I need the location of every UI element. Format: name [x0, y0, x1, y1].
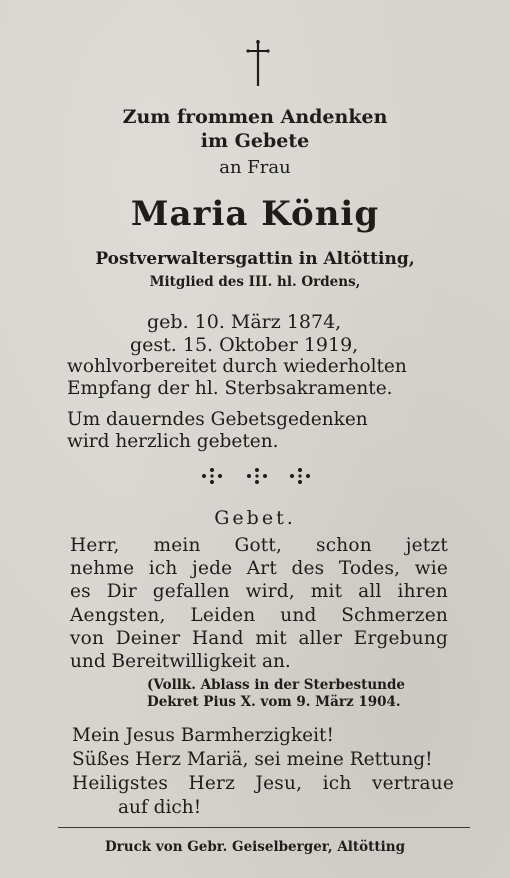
- sacraments-line-2: Empfang der hl. Sterbsakramente.: [67, 378, 393, 399]
- indulgence-line-1: (Vollk. Ablass in der Sterbestunde: [147, 677, 406, 693]
- latin-cross-icon: [238, 38, 278, 88]
- ornament-icon: [200, 467, 224, 485]
- dedication-line-2: im Gebete: [200, 130, 310, 152]
- prayer-title: Gebet.: [214, 507, 296, 529]
- deceased-membership: Mitglied des III. hl. Ordens,: [149, 274, 361, 290]
- invocation-line: auf dich!: [118, 797, 202, 818]
- invocation-line: Mein Jesus Barmherzigkeit!: [72, 725, 334, 746]
- prayer-line: und Bereitwilligkeit an.: [70, 651, 291, 672]
- invocation-line: Süßes Herz Mariä, sei meine Rettung!: [72, 749, 433, 770]
- invocation-line: Heiligstes Herz Jesu, ich vertraue: [72, 773, 454, 794]
- ornament-icon: [245, 467, 269, 485]
- printer-imprint: Druck von Gebr. Geiselberger, Altötting: [104, 839, 406, 855]
- prayer-line: Herr, mein Gott, schon jetzt: [70, 535, 448, 556]
- footer-divider: [58, 827, 470, 828]
- deceased-name: Maria König: [130, 194, 380, 234]
- birth-date: geb. 10. März 1874,: [147, 311, 342, 333]
- prayer-line: von Deiner Hand mit aller Ergebung: [70, 628, 448, 649]
- deceased-occupation: Postverwaltersgattin in Altötting,: [95, 249, 415, 269]
- prayer-line: nehme ich jede Art des Todes, wie: [70, 558, 448, 579]
- dedication-line-3: an Frau: [219, 157, 291, 178]
- dedication-line-1: Zum frommen Andenken: [122, 106, 388, 128]
- prayer-line: es Dir gefallen wird, mit all ihren: [70, 581, 448, 602]
- sacraments-line-1: wohlvorbereitet durch wiederholten: [67, 356, 407, 377]
- indulgence-line-2: Dekret Pius X. vom 9. März 1904.: [147, 694, 401, 710]
- prayer-request-line-1: Um dauerndes Gebetsgedenken: [67, 409, 368, 430]
- death-date: gest. 15. Oktober 1919,: [130, 334, 359, 356]
- prayer-line: Aengsten, Leiden und Schmerzen: [70, 605, 448, 626]
- ornament-icon: [288, 467, 312, 485]
- prayer-request-line-2: wird herzlich gebeten.: [67, 431, 279, 452]
